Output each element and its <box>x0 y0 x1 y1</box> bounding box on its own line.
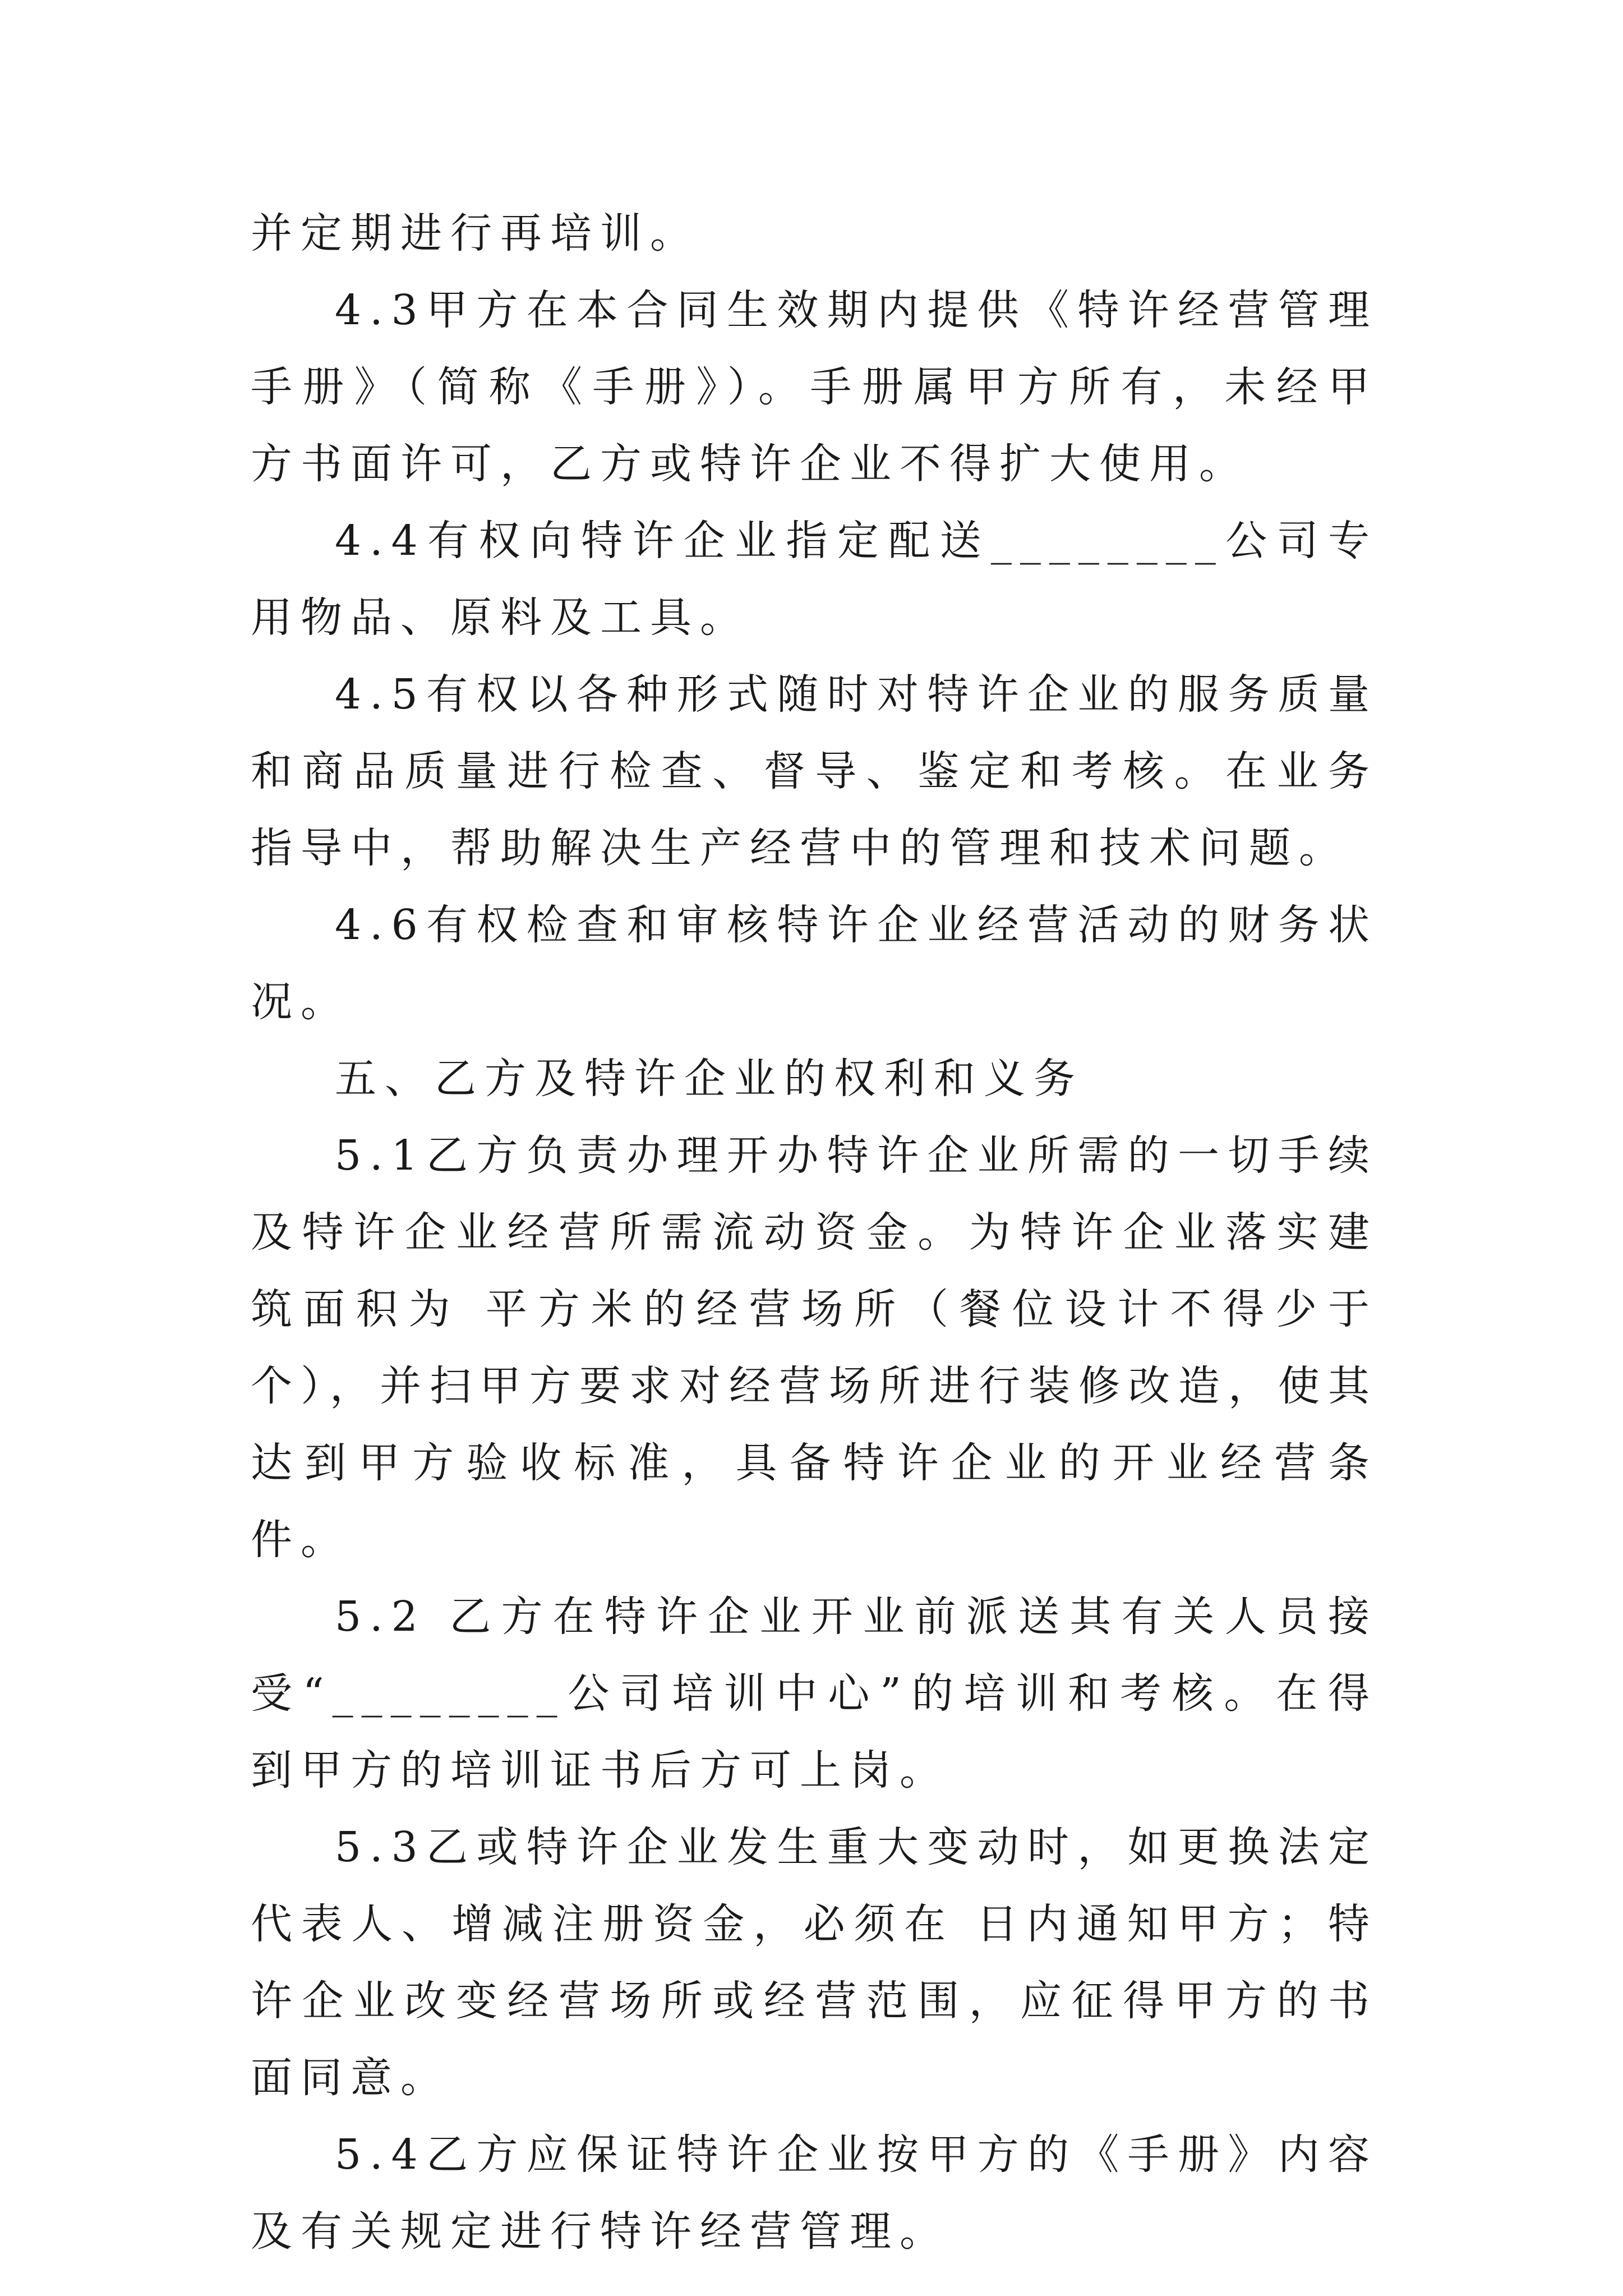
clause-5-2: 5.2 乙方在特许企业开业前派送其有关人员接受“________公司培训中心”的培训和考核。在得到甲方的培训证书后方可上岗。 <box>251 1593 1378 1795</box>
clause-4-3: 4.3甲方在本合同生效期内提供《特许经营管理手册》（简称《手册》）。手册属甲方所有，未经甲方书面许可，乙方或特许企业不得扩大使用。 <box>251 286 1378 488</box>
section-5-heading: 五、乙方及特许企业的权利和义务 <box>335 1055 1083 1103</box>
clause-4-6: 4.6有权检查和审核特许企业经营活动的财务状况。 <box>251 901 1378 1026</box>
clause-5-4: 5.4乙方应保证特许企业按甲方的《手册》内容及有关规定进行特许经营管理。 <box>251 2131 1378 2256</box>
clause-4-5: 4.5有权以各种形式随时对特许企业的服务质量和商品质量进行检查、督导、鉴定和考核。在业务指导中，帮助解决生产经营中的管理和技术问题。 <box>251 670 1378 872</box>
clause-4-4: 4.4有权向特许企业指定配送________公司专用物品、原料及工具。 <box>251 517 1378 642</box>
paragraph-continuation: 并定期进行再培训。 <box>251 209 700 257</box>
clause-5-3: 5.3乙或特许企业发生重大变动时，如更换法定代表人、增减注册资金，必须在 日内通知甲方；特许企业改变经营场所或经营范围，应征得甲方的书面同意。 <box>251 1823 1378 2102</box>
contract-body <box>251 195 1378 2270</box>
clause-5-1: 5.1乙方负责办理开办特许企业所需的一切手续及特许企业经营所需流动资金。为特许企业落实建筑面积为 平方米的经营场所（餐位设计不得少于个），并扫甲方要求对经营场所进行装修改造，使其达到甲方验收标准，具备特许企业的开业经营条件。 <box>251 1131 1378 1564</box>
